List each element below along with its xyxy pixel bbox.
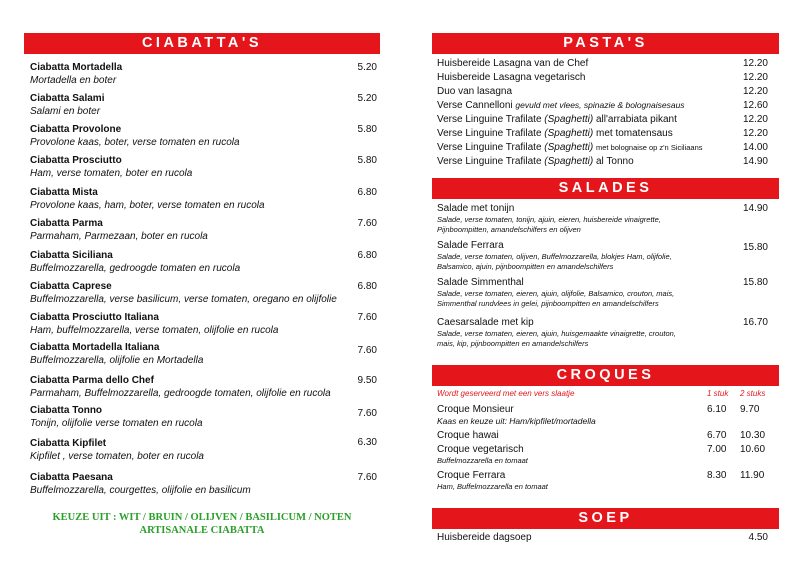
item-price: 5.80 <box>357 124 377 135</box>
item-name: Ciabatta Caprese <box>30 281 112 292</box>
item-price: 7.60 <box>357 345 377 356</box>
item-price: 12.60 <box>742 100 768 111</box>
menu-item <box>30 154 380 180</box>
item-price: 6.30 <box>357 437 377 448</box>
item-name: Duo van lasagna <box>437 86 513 97</box>
item-name: Ciabatta Kipfilet <box>30 438 107 449</box>
item-description: Parmaham, Parmezaan, boter en rucola <box>30 231 208 242</box>
pasta-banner: PASTA'S <box>432 33 779 54</box>
salade-item <box>437 239 779 272</box>
item-description: Salade, verse tomaten, eieren, ajuin, huisgemaakte vinaigrette, crouton, <box>437 329 676 338</box>
item-name: Huisbereide Lasagna van de Chef <box>437 58 589 69</box>
croques-header <box>437 389 779 399</box>
price-two-pieces: 10.60 <box>740 444 766 455</box>
item-description: mais, kip, pijnboompitten en amandelschilfers <box>437 339 589 348</box>
item-detail: (Spaghetti) <box>544 114 594 125</box>
item-suffix: met tomatensaus <box>596 128 673 139</box>
item-description: Parmaham, Buffelmozzarella, gedroogde tomaten, olijfolie en rucola <box>30 388 331 399</box>
salades-banner: SALADES <box>432 178 779 199</box>
item-name: Ciabatta Paesana <box>30 472 113 483</box>
item-name: Verse Linguine Trafilate <box>437 114 542 125</box>
price-one-piece: 8.30 <box>707 470 727 481</box>
item-price: 6.80 <box>357 250 377 261</box>
menu-item <box>30 471 380 497</box>
item-price: 7.60 <box>357 408 377 419</box>
item-name: Ciabatta Parma dello Chef <box>30 375 154 386</box>
item-price: 5.20 <box>357 93 377 104</box>
pasta-item <box>437 71 779 84</box>
menu-item <box>30 92 380 118</box>
ciabatta-banner: CIABATTA'S <box>24 33 380 54</box>
item-price: 4.50 <box>748 532 768 543</box>
item-description: Provolone kaas, ham, boter, verse tomaten en rucola <box>30 200 265 211</box>
item-name: Ciabatta Mortadella <box>30 62 123 73</box>
item-name: Ciabatta Siciliana <box>30 250 113 261</box>
item-price: 7.60 <box>357 312 377 323</box>
item-description: Ham, verse tomaten, boter en rucola <box>30 168 193 179</box>
price-one-piece: 6.70 <box>707 430 727 441</box>
item-price: 5.80 <box>357 155 377 166</box>
item-description: Ham, Buffelmozzarella en tomaat <box>437 482 548 491</box>
item-price: 9.50 <box>357 375 377 386</box>
item-price: 6.80 <box>357 187 377 198</box>
item-description: Tonijn, olijfolie verse tomaten en rucola <box>30 418 203 429</box>
item-price: 16.70 <box>742 317 768 328</box>
price-one-piece: 6.10 <box>707 404 727 415</box>
item-name: Croque hawai <box>437 430 499 441</box>
item-price: 7.60 <box>357 472 377 483</box>
item-name: Caesarsalade met kip <box>437 317 534 328</box>
salade-item <box>437 276 779 309</box>
item-description: Kipfilet , verse tomaten, boter en rucola <box>30 451 204 462</box>
item-name: Ciabatta Prosciutto <box>30 155 122 166</box>
item-detail: (Spaghetti) <box>544 142 594 153</box>
item-name: Salade Ferrara <box>437 240 504 251</box>
item-name: Ciabatta Salami <box>30 93 105 104</box>
item-description: Buffelmozzarella, gedroogde tomaten en rucola <box>30 263 241 274</box>
pasta-item <box>437 99 779 112</box>
item-suffix: met bolognaise op z'n Siciliaans <box>596 143 703 152</box>
item-name: Verse Linguine Trafilate <box>437 128 542 139</box>
item-price: 12.20 <box>742 114 768 125</box>
menu-item <box>30 280 380 306</box>
item-name: Ciabatta Provolone <box>30 124 122 135</box>
item-description: Salami en boter <box>30 106 101 117</box>
pasta-item <box>437 85 779 98</box>
item-description: Buffelmozzarella, courgettes, olijfolie en basilicum <box>30 485 251 496</box>
menu-item <box>30 249 380 275</box>
menu-item <box>30 61 380 87</box>
item-price: 6.80 <box>357 281 377 292</box>
price-two-pieces: 9.70 <box>740 404 760 415</box>
croques-banner: CROQUES <box>432 365 779 386</box>
item-price: 7.60 <box>357 218 377 229</box>
item-price: 12.20 <box>742 128 768 139</box>
col-two-pieces: 2 stuks <box>740 389 766 398</box>
menu-item <box>30 404 380 430</box>
item-description: Provolone kaas, boter, verse tomaten en rucola <box>30 137 240 148</box>
item-name: Ciabatta Mista <box>30 187 98 198</box>
item-description: Buffelmozzarella en tomaat <box>437 456 528 465</box>
item-name: Salade met tonijn <box>437 203 515 214</box>
price-one-piece: 7.00 <box>707 444 727 455</box>
menu-item <box>30 186 380 212</box>
pasta-item <box>437 113 779 126</box>
croque-item <box>437 469 779 492</box>
pasta-item <box>437 127 779 140</box>
item-description: Buffelmozzarella, verse basilicum, verse tomaten, oregano en olijfolie <box>30 294 337 305</box>
item-price: 14.00 <box>742 142 768 153</box>
item-price: 14.90 <box>742 156 768 167</box>
item-suffix: all'arrabiata pikant <box>596 114 677 125</box>
item-description: Salade, verse tomaten, olijven, Buffelmozzarella, blokjes Ham, olijfolie, <box>437 252 672 261</box>
pasta-item <box>437 141 779 154</box>
item-description: Simmenthal rundvlees in gelei, pijnboompitten en amandelschilfers <box>437 299 659 308</box>
item-price: 12.20 <box>742 86 768 97</box>
menu-item <box>30 374 380 400</box>
item-name: Huisbereide dagsoep <box>437 532 532 543</box>
menu-item <box>30 341 380 367</box>
soep-banner: SOEP <box>432 508 779 529</box>
pasta-item <box>437 155 779 168</box>
item-price: 15.80 <box>742 277 768 288</box>
item-detail: gevuld met vlees, spinazie & bolognaisesaus <box>515 100 685 110</box>
item-name: Salade Simmenthal <box>437 277 524 288</box>
menu-item <box>30 123 380 149</box>
item-name: Verse Cannelloni <box>437 100 513 111</box>
item-price: 5.20 <box>357 62 377 73</box>
item-detail: (Spaghetti) <box>544 128 594 139</box>
item-name: Verse Linguine Trafilate <box>437 156 542 167</box>
salade-item <box>437 316 779 349</box>
item-name: Huisbereide Lasagna vegetarisch <box>437 72 586 83</box>
item-name: Ciabatta Mortadella Italiana <box>30 342 160 353</box>
item-price: 12.20 <box>742 58 768 69</box>
croque-item <box>437 443 779 466</box>
soep-item <box>437 531 779 544</box>
item-description: Kaas en keuze uit: Ham/kipfilet/mortadella <box>437 416 596 426</box>
pasta-item <box>437 57 779 70</box>
item-name: Croque Monsieur <box>437 404 514 415</box>
menu-item <box>30 217 380 243</box>
item-description: Pijnboompitten, amandelschilfers en olijven <box>437 225 581 234</box>
price-two-pieces: 11.90 <box>740 470 765 481</box>
bread-choice-line: KEUZE UIT : WIT / BRUIN / OLIJVEN / BASILICUM / NOTEN <box>52 512 352 523</box>
item-price: 12.20 <box>742 72 768 83</box>
item-description: Balsamico, ajuin, pijnboompitten en amandelschilfers <box>437 262 614 271</box>
menu-item <box>30 311 380 337</box>
croque-item <box>437 403 779 427</box>
croque-item <box>437 429 779 442</box>
item-price: 14.90 <box>742 203 768 214</box>
item-name: Croque vegetarisch <box>437 444 524 455</box>
item-description: Mortadella en boter <box>30 75 117 86</box>
col-one-piece: 1 stuk <box>707 389 729 398</box>
item-suffix: al Tonno <box>596 156 634 167</box>
item-description: Salade, verse tomaten, eieren, ajuin, olijfolie, Balsamico, crouton, mais, <box>437 289 675 298</box>
salade-item <box>437 202 779 235</box>
item-description: Salade, verse tomaten, tonijn, ajuin, eieren, huisbereide vinaigrette, <box>437 215 661 224</box>
item-price: 15.80 <box>742 242 768 253</box>
item-detail: (Spaghetti) <box>544 156 594 167</box>
bread-choice-artisanal: ARTISANALE CIABATTA <box>139 525 265 536</box>
item-name: Verse Linguine Trafilate <box>437 142 542 153</box>
item-description: Ham, buffelmozzarella, verse tomaten, olijfolie en rucola <box>30 325 279 336</box>
croques-note: Wordt geserveerd met een vers slaatje <box>437 389 575 398</box>
item-name: Ciabatta Prosciutto Italiana <box>30 312 159 323</box>
item-name: Croque Ferrara <box>437 470 506 481</box>
item-name: Ciabatta Parma <box>30 218 103 229</box>
price-two-pieces: 10.30 <box>740 430 766 441</box>
item-name: Ciabatta Tonno <box>30 405 103 416</box>
item-description: Buffelmozzarella, olijfolie en Mortadella <box>30 355 204 366</box>
menu-item <box>30 437 380 463</box>
